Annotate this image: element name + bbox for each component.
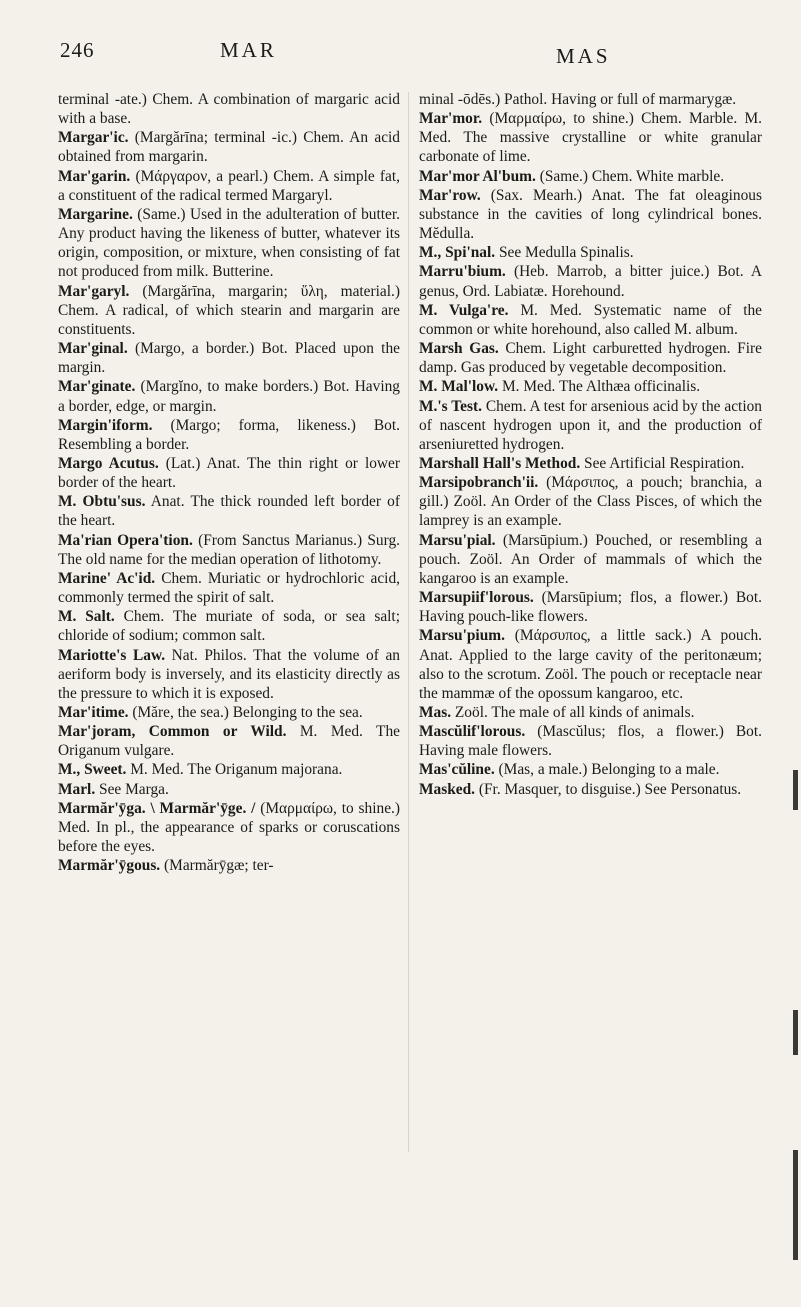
entry-headword: Mascŭlif'lorous. <box>419 723 526 741</box>
entry-definition: Chem. A test for arsenious acid by the action of nascent hydrogen upon it, and the production of arseniuretted hydrogen. <box>419 397 762 453</box>
entry-headword: Marru'bium. <box>419 263 506 281</box>
entry-headword: Marsipobranch'ii. <box>419 474 539 492</box>
dictionary-entry <box>58 377 400 415</box>
dictionary-entry <box>58 780 400 799</box>
entry-headword: Marsupiif'lorous. <box>419 589 534 607</box>
entry-definition: (Μάρσιπος, a pouch; branchia, a gill.) Zoöl. An Order of the Class Pisces, of which the lamprey is an example. <box>419 474 762 530</box>
entry-headword: M., Spi'nal. <box>419 244 496 262</box>
entry-definition: (Μάργαρον, a pearl.) Chem. A simple fat, a constituent of the radical termed Margaryl. <box>58 167 400 204</box>
entry-headword: M. Mal'low. <box>419 378 499 396</box>
entry-headword: Mas. <box>419 704 452 721</box>
entry-definition: M. Med. The Origanum majorana. <box>126 761 343 779</box>
entry-headword: Marsu'pium. <box>419 627 505 645</box>
dictionary-entry <box>419 703 762 722</box>
dictionary-entry <box>419 377 762 396</box>
entry-definition: M. Med. The Origanum vulgare. <box>58 723 400 760</box>
dictionary-entry <box>58 128 400 166</box>
entry-definition: (Mascŭlus; flos, a flower.) Bot. Having male flowers. <box>419 723 762 760</box>
entry-definition: (Margărīna; terminal -ic.) Chem. An acid obtained from margarin. <box>58 129 400 166</box>
entry-headword: Mar'garyl. <box>58 282 130 300</box>
dictionary-entry <box>58 90 400 128</box>
entry-definition: (Same.) Used in the adulteration of butter. Any product having the likeness of butter, whatever its origin, composition, or mixture, when consisting of fat not produced from milk. Butterine. <box>58 205 400 281</box>
dictionary-entry <box>58 569 400 607</box>
entry-headword: Mar'joram, Common or Wild. <box>58 723 287 741</box>
dictionary-entry <box>58 167 400 205</box>
dictionary-entry <box>419 588 762 626</box>
entry-headword: Margarine. <box>58 205 133 223</box>
entry-definition: (Same.) Chem. White marble. <box>535 167 725 185</box>
page-edge-mark <box>793 1150 798 1260</box>
entry-headword: M., Sweet. <box>58 761 127 779</box>
entry-headword: Masked. <box>419 780 476 798</box>
entry-definition: (Margărīna, margarin; ὕλη, material.) Chem. A radical, of which stearin and margarin are constituents. <box>58 282 400 338</box>
dictionary-entry <box>419 243 762 262</box>
dictionary-entry <box>58 703 400 722</box>
running-head-left: MAR <box>220 38 277 62</box>
entry-headword: Marsu'pial. <box>419 531 496 549</box>
page-number: 246 <box>60 38 95 62</box>
entry-definition: terminal -ate.) Chem. A combination of margaric acid with a base. <box>58 91 400 128</box>
dictionary-entry <box>58 856 400 875</box>
entry-definition: Zoöl. The male of all kinds of animals. <box>451 704 695 721</box>
entry-headword: Mar'ginal. <box>58 340 128 358</box>
entry-definition: See Medulla Spinalis. <box>495 244 634 262</box>
entry-definition: (Margo; forma, likeness.) Bot. Resembling a border. <box>58 416 400 453</box>
dictionary-entry <box>419 722 762 760</box>
entry-definition: (Μαρμαίρω, to shine.) Med. In pl., the appearance of sparks or coruscations before the eyes. <box>58 799 400 856</box>
right-column <box>419 90 762 799</box>
entry-headword: Mar'ginate. <box>58 378 136 396</box>
entry-headword: Mar'row. <box>419 186 481 204</box>
dictionary-entry <box>58 799 400 856</box>
dictionary-entry <box>419 339 762 377</box>
entry-definition: M. Med. Systematic name of the common or white horehound, also called M. album. <box>419 301 762 338</box>
entry-headword: Mar'mor. <box>419 110 483 128</box>
entry-headword: Ma'rian Opera'tion. <box>58 531 193 549</box>
entry-headword: Marmăr'ȳga. \ Marmăr'ȳge. / <box>58 799 256 817</box>
entry-headword: M. Salt. <box>58 608 115 626</box>
entry-definition: (Marsūpium; flos, a flower.) Bot. Having pouch-like flowers. <box>419 589 762 626</box>
dictionary-entry <box>58 722 400 760</box>
page-edge-mark <box>793 1010 798 1055</box>
entry-definition: (Măre, the sea.) Belonging to the sea. <box>128 704 363 721</box>
dictionary-entry <box>419 397 762 454</box>
entry-definition: (Heb. Marrob, a bitter juice.) Bot. A genus, Ord. Labiatæ. Horehound. <box>419 263 762 300</box>
entry-definition: (Fr. Masquer, to disguise.) See Personatus. <box>475 780 742 798</box>
left-column <box>58 90 400 875</box>
entry-definition: minal -ōdēs.) Pathol. Having or full of marmarygæ. <box>419 91 737 108</box>
entry-definition: Nat. Philos. That the volume of an aeriform body is inversely, and its elasticity directly as the pressure to which it is exposed. <box>58 646 400 702</box>
dictionary-entry <box>419 454 762 473</box>
entry-headword: Marine' Ac'id. <box>58 569 156 587</box>
entry-definition: (Μαρμαίρω, to shine.) Chem. Marble. M. Med. The massive crystalline or white granular carbonate of lime. <box>419 110 762 166</box>
dictionary-entry <box>419 780 762 799</box>
dictionary-entry <box>58 339 400 377</box>
dictionary-entry <box>419 531 762 588</box>
entry-headword: Margin'iform. <box>58 416 153 434</box>
dictionary-entry <box>58 205 400 282</box>
dictionary-entry <box>58 282 400 339</box>
entry-definition: See Artificial Respiration. <box>580 454 745 472</box>
entry-definition: Chem. Muriatic or hydrochloric acid, commonly termed the spirit of salt. <box>58 569 400 607</box>
running-head-right: MAS <box>556 44 611 68</box>
entry-headword: Mar'itime. <box>58 704 129 721</box>
entry-definition: See Marga. <box>95 780 169 798</box>
entry-definition: (Margo, a border.) Bot. Placed upon the margin. <box>58 340 400 377</box>
entry-headword: Margar'ic. <box>58 129 129 147</box>
entry-headword: Margo Acutus. <box>58 454 159 472</box>
dictionary-entry <box>419 473 762 530</box>
entry-definition: Chem. Light carburetted hydrogen. Fire damp. Gas produced by vegetable decomposition. <box>419 340 762 377</box>
entry-headword: M. Obtu'sus. <box>58 493 146 511</box>
dictionary-entry <box>58 492 400 530</box>
dictionary-entry <box>419 626 762 703</box>
entry-definition: Anat. The thick rounded left border of the heart. <box>58 493 400 530</box>
entry-definition: (Margĭno, to make borders.) Bot. Having a border, edge, or margin. <box>58 378 400 415</box>
entry-definition: (Mas, a male.) Belonging to a male. <box>494 761 720 779</box>
dictionary-entry <box>58 454 400 492</box>
entry-headword: M. Vulga're. <box>419 301 509 319</box>
entry-headword: Marshall Hall's Method. <box>419 454 581 472</box>
entry-definition: (Marsūpium.) Pouched, or resembling a pouch. Zoöl. An Order of mammals of which the kangaroo is an example. <box>419 531 762 587</box>
entry-definition: (Sax. Mearh.) Anat. The fat oleaginous substance in the cavities of long cylindrical bones. Mĕdulla. <box>419 186 762 243</box>
dictionary-entry <box>419 90 762 109</box>
dictionary-entry <box>419 301 762 339</box>
entry-headword: Mar'mor Al'bum. <box>419 167 536 185</box>
dictionary-entry <box>58 646 400 703</box>
page-edge-mark <box>793 770 798 810</box>
entry-definition: (Lat.) Anat. The thin right or lower border of the heart. <box>58 454 401 492</box>
entry-definition: M. Med. The Althæa officinalis. <box>498 378 701 396</box>
entry-headword: Marl. <box>58 780 96 798</box>
entry-headword: M.'s Test. <box>419 397 482 415</box>
dictionary-entry <box>419 167 762 186</box>
entry-headword: Mas'cŭline. <box>419 761 495 779</box>
entry-headword: Marmăr'ȳgous. <box>58 857 161 875</box>
dictionary-entry <box>58 607 400 645</box>
entry-definition: (Μάρσυπος, a little sack.) A pouch. Anat. Applied to the large cavity of the peritonæum; also to the scrotum. Zoöl. The pouch or receptacle near the mammæ of the opossum kangaroo, etc. <box>419 627 762 702</box>
dictionary-entry <box>419 109 762 166</box>
entry-definition: (Marmărȳgæ; ter- <box>160 857 274 875</box>
dictionary-entry <box>58 531 400 569</box>
entry-headword: Mariotte's Law. <box>58 646 166 664</box>
dictionary-entry <box>58 760 400 779</box>
dictionary-entry <box>419 262 762 300</box>
entry-definition: (From Sanctus Marianus.) Surg. The old name for the median operation of lithotomy. <box>58 531 400 568</box>
column-divider <box>408 92 409 1152</box>
dictionary-entry <box>58 416 400 454</box>
entry-headword: Marsh Gas. <box>419 340 499 358</box>
dictionary-entry <box>419 186 762 243</box>
dictionary-entry <box>419 760 762 779</box>
entry-headword: Mar'garin. <box>58 167 131 185</box>
entry-definition: Chem. The muriate of soda, or sea salt; chloride of sodium; common salt. <box>58 608 400 645</box>
